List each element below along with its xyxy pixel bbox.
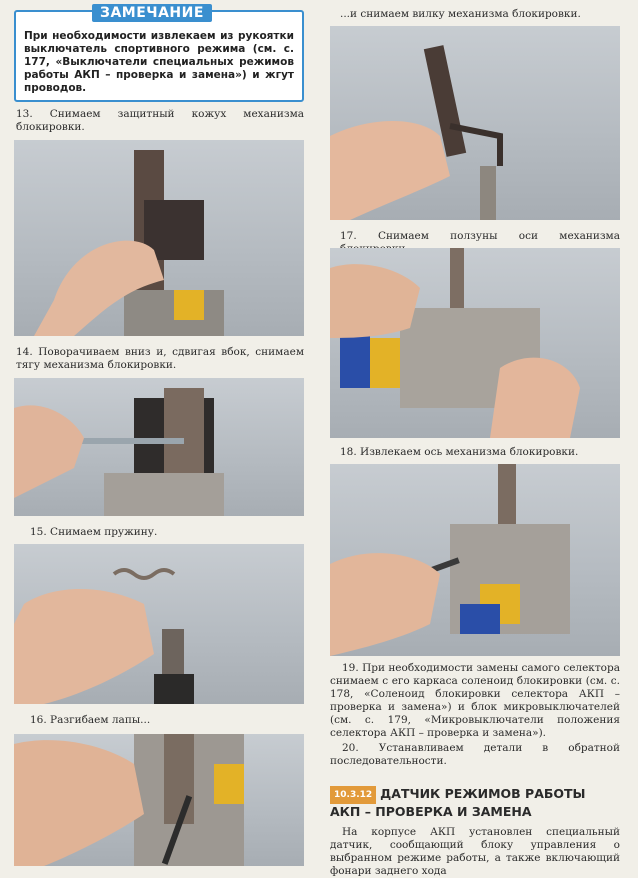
photo-step-17 — [330, 248, 620, 438]
photo-step-13 — [14, 140, 304, 336]
note-heading: ЗАМЕЧАНИЕ — [92, 4, 212, 22]
photo-step-14 — [14, 378, 304, 516]
caption-step-20: 20. Устанавливаем детали в обратной последовательности. — [330, 742, 620, 767]
caption-step-13: 13. Снимаем защитный кожух механизма блокировки. — [16, 108, 304, 133]
caption-step-17: 17. Снимаем ползуны оси механизма — [340, 230, 620, 242]
caption-step-18: 18. Извлекаем ось механизма блокировки. — [340, 446, 579, 458]
section-title-line-2: АКП – ПРОВЕРКА И ЗАМЕНА — [330, 804, 532, 819]
caption-step-15: 15. Снимаем пружину. — [30, 526, 158, 538]
photo-step-18 — [330, 464, 620, 656]
caption-step-14: 14. Поворачиваем вниз и, сдвигая вбок, снимаем тягу механизма блокировки. — [16, 346, 304, 371]
note-text: При необходимости извлекаем из рукоятки выключатель спортивного режима (см. с. 177, «Выключатели специальных режимов работы АКП – проверка и замена») и жгут проводов. — [24, 30, 294, 94]
section-title-line-1: ДАТЧИК РЕЖИМОВ РАБОТЫ — [380, 786, 586, 801]
caption-step-19: 19. При необходимости замены самого селектора снимаем с его каркаса соленоид блокировки (см. с. 178, «Соленоид блокировки селектора АКП – проверка и замена») и блок микровыключателей (см. с. 179, «Микровыключатели положения селектора АКП – проверка и замена»). — [330, 662, 620, 739]
section-body-text: На корпусе АКП установлен специальный датчик, сообщающий блоку управления о выбранном режиме работы, а также включающий фонари заднего хода — [330, 826, 620, 877]
caption-step-16: 16. Разгибаем лапы... — [30, 714, 151, 726]
photo-step-16 — [14, 734, 304, 866]
section-number-badge: 10.3.12 — [330, 786, 376, 804]
section-heading — [330, 786, 586, 820]
caption-remove-fork: ...и снимаем вилку механизма блокировки. — [340, 8, 581, 20]
note-box — [14, 5, 304, 102]
photo-step-15 — [14, 544, 304, 704]
photo-remove-fork — [330, 26, 620, 220]
